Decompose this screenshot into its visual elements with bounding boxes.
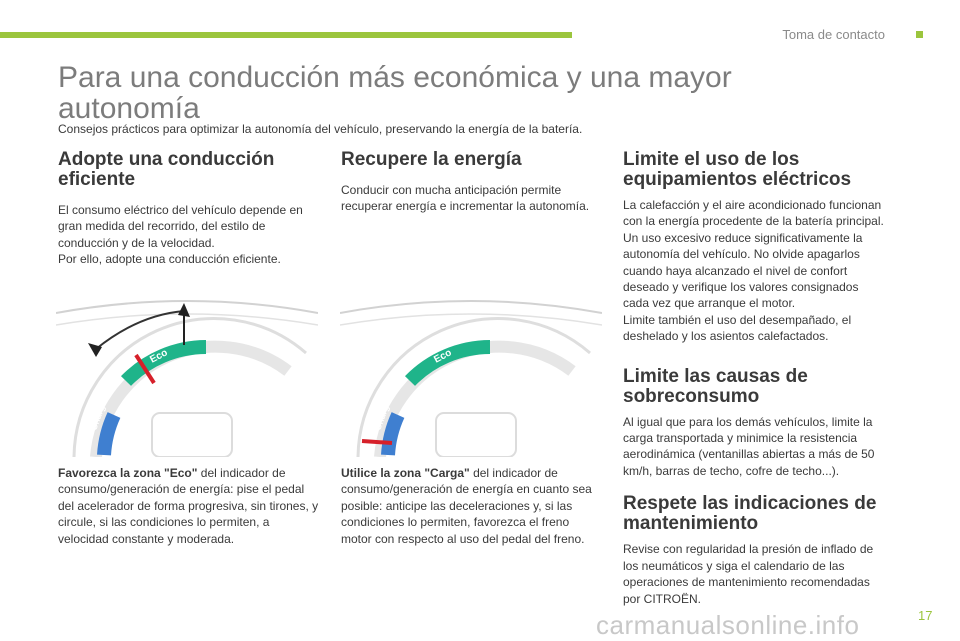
page-number: 17 bbox=[918, 608, 933, 623]
caption-charge-bold: Utilice la zona "Carga" bbox=[341, 466, 470, 480]
charge-label: Charge bbox=[372, 399, 393, 432]
eco-gauge-illustration bbox=[56, 295, 318, 457]
heading-efficient-driving: Adopte una conducción eficiente bbox=[58, 149, 275, 190]
gauge-center-display bbox=[152, 413, 232, 457]
maintenance-text: Revise con regularidad la presión de inflado de los neumáticos y siga el calendario de las operaciones de mantenimiento recomendadas por CITROËN. bbox=[623, 542, 874, 606]
caption-eco bbox=[58, 465, 320, 547]
section-marker bbox=[916, 31, 923, 38]
gauge-track bbox=[96, 347, 288, 457]
eco-label: Eco bbox=[148, 347, 170, 366]
heading-electrical-equipment: Limite el uso de los equipamientos eléctricos bbox=[623, 149, 852, 190]
header-accent-bar bbox=[0, 32, 572, 38]
gauge-track bbox=[380, 347, 572, 457]
watermark: carmanualsonline.info bbox=[596, 610, 860, 640]
caption-charge-text: del indicador de consumo/generación de energía en cuanto sea posible: anticipe las deceleraciones y, si las condiciones lo permiten, favorezca el freno motor con respecto al uso del pedal del freno. bbox=[341, 466, 592, 546]
efficient-driving-text-2: Por ello, adopte una conducción eficiente. bbox=[58, 252, 281, 267]
arc-arrow bbox=[96, 311, 184, 349]
efficient-driving-text: El consumo eléctrico del vehículo depende en gran medida del recorrido, del estilo de conducción y de la velocidad. bbox=[58, 203, 303, 250]
charge-zone bbox=[104, 415, 114, 455]
caption-charge bbox=[341, 465, 603, 547]
gauge-upper-trim-2 bbox=[340, 314, 602, 325]
heading-maintenance: Respete las indicaciones de mantenimiento bbox=[623, 493, 877, 535]
recover-energy-text: Conducir con mucha anticipación permite recuperar energía e incrementar la autonomía. bbox=[341, 183, 590, 214]
column-tips bbox=[623, 150, 885, 607]
electrical-equipment-text-2: Un uso excesivo reduce significativamente la autonomía del vehículo. No olvide apagarlos cuando haya alcanzado el nivel de confort deseado y verifique los valores consignados cada vez que arranque el motor. bbox=[623, 230, 863, 311]
gauge-upper-trim bbox=[340, 301, 602, 313]
heading-overconsumption: Limite las causas de sobreconsumo bbox=[623, 365, 808, 407]
overconsumption-text: Al igual que para los demás vehículos, limite la carga transportada y minimice la resistencia aerodinámica (ventanillas abiertas a más de 50 km/h, barras de techo, cofre de techo...). bbox=[623, 414, 875, 478]
page-title: Para una conducción más económica y una mayor autonomía bbox=[58, 61, 732, 125]
charge-label: Charge bbox=[88, 399, 109, 432]
charge-gauge-illustration bbox=[340, 295, 602, 457]
page-subtitle: Consejos prácticos para optimizar la autonomía del vehículo, preservando la energía de la batería. bbox=[58, 122, 583, 136]
gauge-center-display bbox=[436, 413, 516, 457]
eco-label: Eco bbox=[432, 347, 454, 366]
column-efficient-driving bbox=[58, 150, 308, 268]
charge-zone bbox=[388, 415, 398, 455]
charge-marker-red bbox=[362, 441, 392, 443]
column-recover-energy bbox=[341, 150, 601, 215]
electrical-equipment-text-1: La calefacción y el aire acondicionado funcionan con la energía procedente de la batería principal. bbox=[623, 198, 884, 229]
heading-recover-energy: Recupere la energía bbox=[341, 149, 522, 170]
electrical-equipment-text-3: Limite también el uso del desempañado, el deshelado y los asientos calefactados. bbox=[623, 312, 852, 344]
caption-eco-text: del indicador de consumo/generación de energía: pise el pedal del acelerador de forma progresiva, sin tirones, y circule, si las condiciones lo permiten, a velocidad constante y moderada. bbox=[58, 466, 319, 546]
section-label: Toma de contacto bbox=[782, 27, 885, 42]
caption-eco-bold: Favorezca la zona "Eco" bbox=[58, 466, 198, 480]
